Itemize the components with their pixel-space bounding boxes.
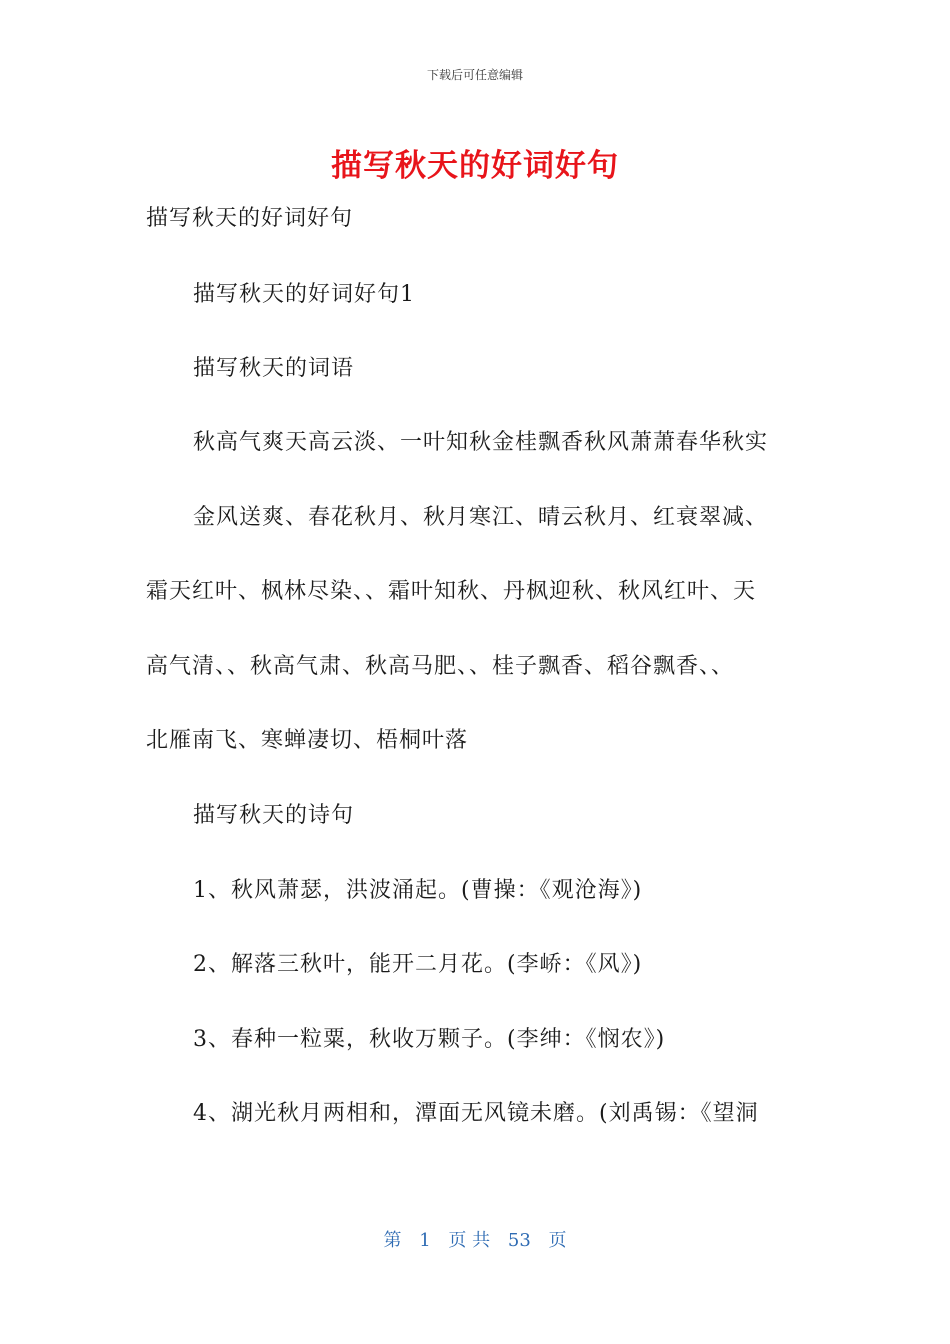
footer-prefix: 第 bbox=[383, 1230, 402, 1251]
footer-page-number: 1 bbox=[419, 1230, 431, 1251]
section-heading: 描写秋天的词语 bbox=[193, 356, 355, 381]
poem-line: 3、春种一粒粟，秋收万颗子。(李绅：《悯农》) bbox=[193, 1027, 666, 1052]
document-title: 描写秋天的好词好句 bbox=[331, 148, 619, 184]
paragraph-line: 金风送爽、春花秋月、秋月寒江、晴云秋月、红衰翠减、 bbox=[193, 505, 769, 530]
poem-line: 4、湖光秋月两相和，潭面无风镜未磨。(刘禹锡：《望洞 bbox=[193, 1101, 759, 1126]
section-heading: 描写秋天的诗句 bbox=[193, 803, 355, 828]
poem-line: 2、解落三秋叶，能开二月花。(李峤：《风》) bbox=[193, 952, 643, 977]
paragraph-line: 秋高气爽天高云淡、一叶知秋金桂飘香秋风萧萧春华秋实 bbox=[193, 430, 769, 455]
paragraph-line: 描写秋天的好词好句1 bbox=[193, 282, 415, 307]
paragraph-line: 霜天红叶、枫林尽染、、霜叶知秋、丹枫迎秋、秋风红叶、天 bbox=[146, 579, 757, 604]
footer-suffix: 页 bbox=[548, 1230, 567, 1251]
header-note: 下载后可任意编辑 bbox=[426, 68, 523, 82]
paragraph-line: 高气清、、秋高气肃、秋高马肥、、桂子飘香、稻谷飘香、、 bbox=[146, 654, 735, 679]
footer-total-pages: 53 bbox=[507, 1230, 531, 1251]
paragraph-line: 北雁南飞、寒蝉凄切、梧桐叶落 bbox=[146, 728, 469, 753]
footer-middle: 页 共 bbox=[448, 1230, 491, 1251]
paragraph-line: 描写秋天的好词好句 bbox=[146, 206, 354, 231]
poem-line: 1、秋风萧瑟，洪波涌起。(曹操：《观沧海》) bbox=[193, 878, 643, 903]
page-footer bbox=[0, 1226, 950, 1252]
